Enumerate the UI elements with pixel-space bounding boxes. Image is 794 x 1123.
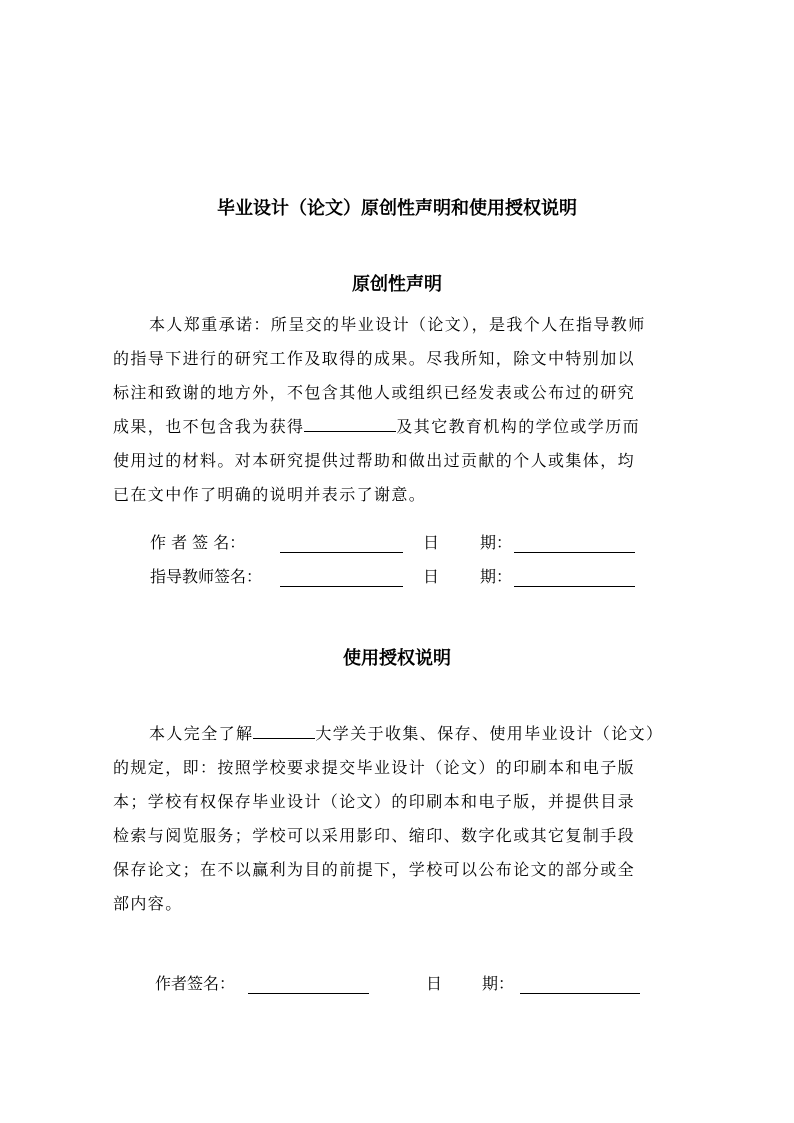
originality-heading: 原创性声明	[352, 274, 442, 295]
advisor-signature-row	[0, 565, 794, 595]
date-label-day: 日	[426, 974, 443, 993]
statement-line: 已在文中作了明确的说明并表示了谢意。	[113, 485, 427, 504]
date-label-period: 期：	[482, 974, 515, 993]
document-title: 毕业设计（论文）原创性声明和使用授权说明	[217, 198, 577, 219]
statement-line: 本人郑重承诺：所呈交的毕业设计（论文），是我个人在指导教师	[149, 315, 646, 334]
authorization-author-field[interactable]	[248, 993, 369, 994]
authorization-text: 大学关于收集、保存、使用毕业设计（论文）	[315, 724, 664, 743]
date-label-period: 期：	[480, 567, 513, 586]
authorization-line: 本；学校有权保存毕业设计（论文）的印刷本和电子版，并提供目录	[113, 792, 636, 811]
authorization-author-label: 作者签名：	[155, 974, 236, 993]
statement-line: 使用过的材料。对本研究提供过帮助和做出过贡献的个人或集体，均	[113, 451, 636, 470]
advisor-signature-label: 指导教师签名：	[150, 567, 263, 586]
date-label-period: 期：	[480, 533, 513, 552]
date-label-day: 日	[423, 533, 440, 552]
authorization-text: 本人完全了解	[149, 724, 254, 743]
authorization-line: 部内容。	[113, 894, 183, 913]
authorization-date-field[interactable]	[520, 993, 640, 994]
advisor-signature-field[interactable]	[280, 586, 403, 587]
statement-line-with-blank	[113, 410, 683, 444]
author-signature-row	[0, 531, 794, 561]
authorization-line: 的规定，即：按照学校要求提交毕业设计（论文）的印刷本和电子版	[113, 758, 636, 777]
advisor-date-field[interactable]	[514, 586, 635, 587]
author-date-field[interactable]	[514, 552, 635, 553]
authorization-line-with-blank	[113, 717, 683, 751]
authorization-line: 保存论文；在不以赢利为目的前提下，学校可以公布论文的部分或全	[113, 860, 636, 879]
statement-text: 成果，也不包含我为获得	[113, 417, 305, 436]
date-label-day: 日	[423, 567, 440, 586]
author-signature-field[interactable]	[280, 552, 403, 553]
originality-statement	[113, 308, 683, 512]
authorization-heading: 使用授权说明	[343, 648, 451, 669]
statement-line: 标注和致谢的地方外，不包含其他人或组织已经发表或公布过的研究	[113, 383, 636, 402]
authorization-line: 检索与阅览服务；学校可以采用影印、缩印、数字化或其它复制手段	[113, 826, 636, 845]
statement-text: 及其它教育机构的学位或学历而	[396, 417, 641, 436]
authorization-signature-row	[0, 972, 794, 1002]
statement-line: 的指导下进行的研究工作及取得的成果。尽我所知，除文中特别加以	[113, 349, 636, 368]
degree-blank-field[interactable]	[304, 415, 396, 432]
author-signature-label: 作 者 签 名：	[150, 533, 246, 552]
authorization-statement	[113, 717, 683, 921]
university-blank-field[interactable]	[253, 722, 315, 739]
